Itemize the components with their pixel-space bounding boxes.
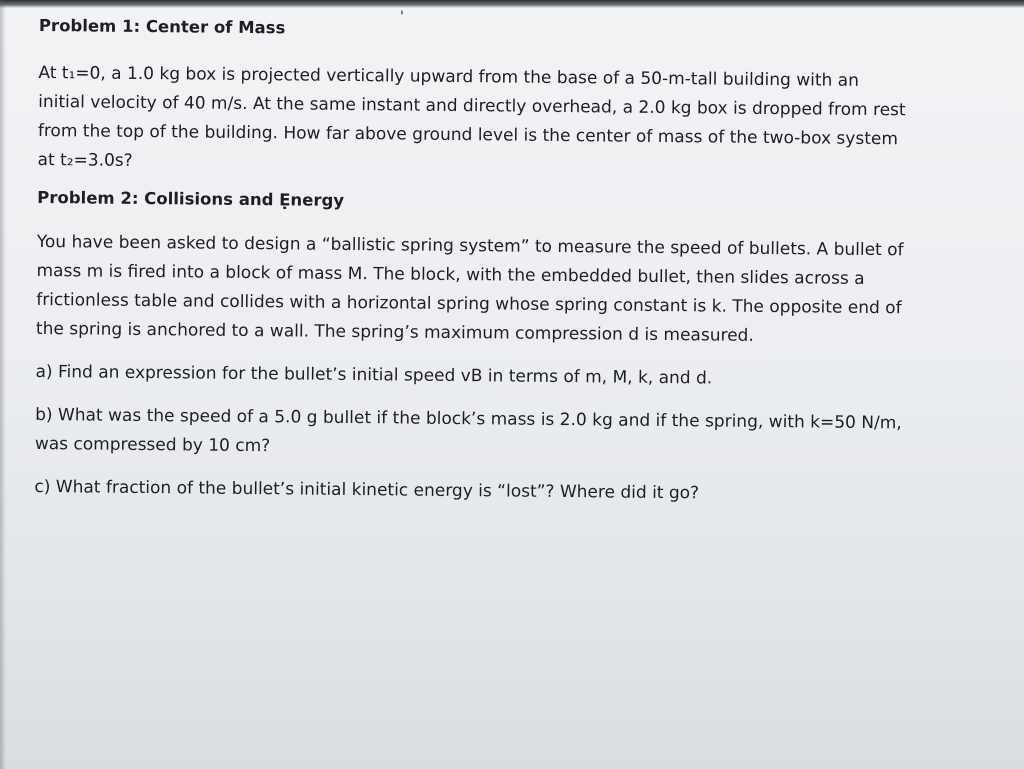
screen-top-bezel — [0, 0, 1024, 8]
problem2-text: You have been asked to design a “ballistic spring system” to measure the speed of bullets. A bullet of mass m is fired into a block of mass M. The block, with the embedded bullet, then slides across a frictionless table and collides with a horizontal spring whose spring constant is k. The opposite end of the spring is anchored to a wall. The spring’s maximum compression d is measured. — [35, 231, 904, 346]
problem2-heading: Problem 2: Collisions and Ẹnergy — [37, 187, 345, 210]
problem2-part-a: a) Find an expression for the bullet’s initial speed vB in terms of m, M, k, and d. — [35, 361, 713, 389]
problem-document — [34, 14, 909, 510]
stray-mark: ' — [400, 9, 404, 25]
problem2-part-b: b) What was the speed of a 5.0 g bullet if the block’s mass is 2.0 kg and if the spring, with k=50 N/m, was compressed by 10 cm? — [34, 404, 902, 457]
problem2-part-c: c) What fraction of the bullet’s initial kinetic energy is “lost”? Where did it go? — [34, 476, 700, 504]
screen-left-shadow — [0, 0, 6, 769]
problem1-text: At t₁=0, a 1.0 kg box is projected vertically upward from the base of a 50-m-tall building with an initial velocity of 40 m/s. At the same instant and directly overhead, a 2.0 kg box is dropped from rest from the top of the building. How far above ground level is the center of mass of the two-box system at t₂=3.0s? — [37, 62, 906, 171]
problem1-heading: Problem 1: Center of Mass — [38, 15, 286, 38]
